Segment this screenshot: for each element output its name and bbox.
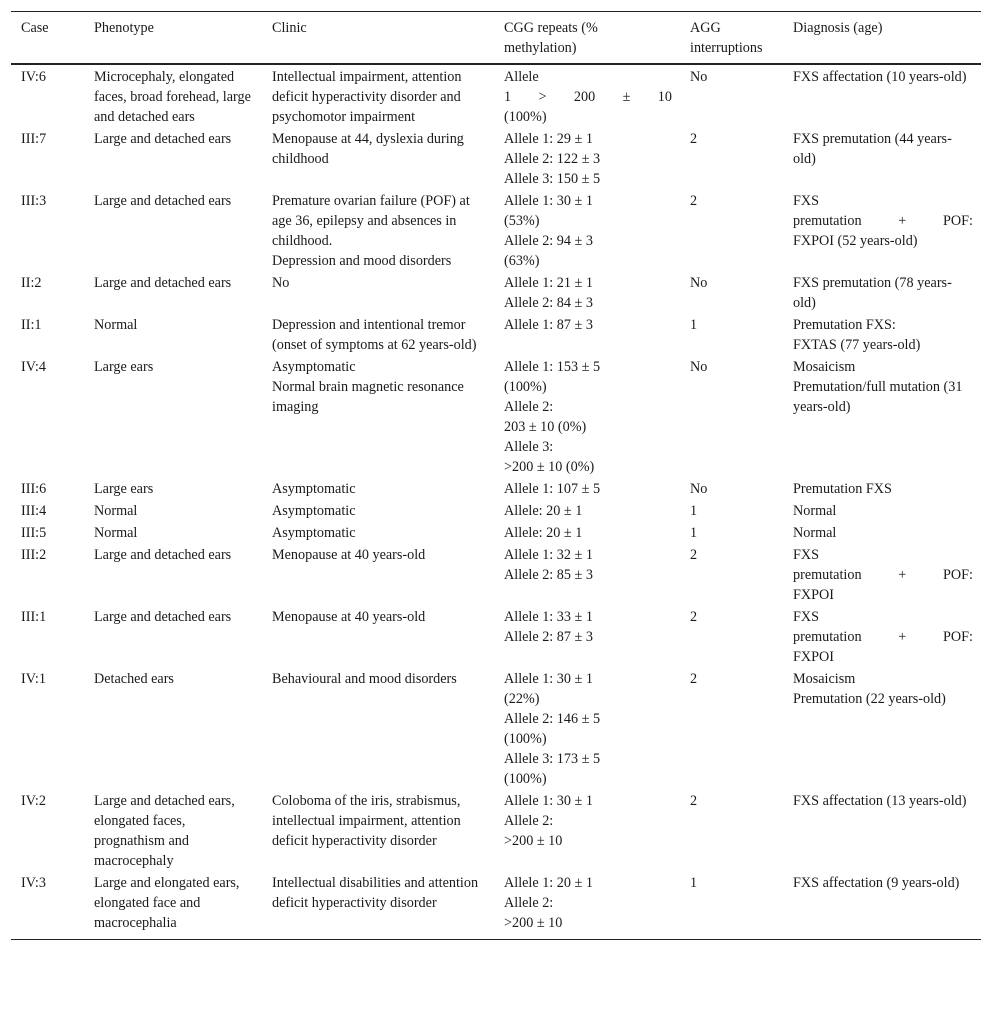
cell-case: III:6 <box>21 481 47 497</box>
table-row <box>11 272 981 314</box>
diagnosis-line: Premutation/full mutation (31 years-old) <box>793 379 963 415</box>
cell-phenotype: Normal <box>94 503 138 519</box>
cell-diagnosis <box>783 64 981 128</box>
clinical-genetic-table <box>11 11 981 940</box>
cell-cgg-repeats <box>494 478 680 500</box>
cell-case: III:2 <box>21 547 47 563</box>
cgg-allele-line: Allele 2: <box>504 399 554 415</box>
cgg-allele-line: Allele 1: 20 ± 1 <box>504 875 593 891</box>
cell-case: IV:3 <box>21 875 46 891</box>
cgg-allele-line: Allele 1: 29 ± 1 <box>504 131 593 147</box>
clinic-line: Menopause at 40 years-old <box>272 547 426 563</box>
cell-clinic <box>262 872 494 940</box>
cell-phenotype: Large and detached ears, elongated faces, prognathism and macrocephaly <box>94 793 235 869</box>
cell-clinic <box>262 522 494 544</box>
diagnosis-line: FXS premutation (44 years-old) <box>793 131 952 167</box>
cgg-allele-line: Allele 2: 146 ± 5 <box>504 711 601 727</box>
clinic-line: Intellectual disabilities and attention deficit hyperactivity disorder <box>272 875 479 911</box>
cgg-allele-line: Allele 2: <box>504 895 554 911</box>
cell-cgg-repeats <box>494 668 680 790</box>
cell-cgg-repeats <box>494 500 680 522</box>
cgg-allele-line: Allele 2: 84 ± 3 <box>504 295 593 311</box>
cgg-allele-line: 203 ± 10 (0%) <box>504 419 587 435</box>
diagnosis-line: FXS <box>793 547 820 563</box>
diagnosis-line: FXS <box>793 193 820 209</box>
cell-diagnosis <box>783 872 981 940</box>
cell-agg-interruptions: 1 <box>690 317 698 333</box>
diagnosis-line: FXS affectation (10 years-old) <box>793 69 967 85</box>
diagnosis-line: FXS affectation (13 years-old) <box>793 793 967 809</box>
cell-cgg-repeats <box>494 522 680 544</box>
cell-case: II:1 <box>21 317 42 333</box>
clinic-line: Asymptomatic <box>272 359 356 375</box>
clinic-line: Coloboma of the iris, strabismus, intellectual impairment, attention deficit hyperactivity disorder <box>272 793 461 849</box>
cgg-allele-line: (100%) <box>504 379 547 395</box>
cell-diagnosis <box>783 272 981 314</box>
cell-agg-interruptions: 2 <box>690 793 698 809</box>
cell-agg-interruptions: 1 <box>690 503 698 519</box>
table-row <box>11 668 981 790</box>
diagnosis-line: Mosaicism <box>793 359 856 375</box>
cgg-allele-line: Allele 1: 30 ± 1 <box>504 793 593 809</box>
clinic-line: Asymptomatic <box>272 503 356 519</box>
diagnosis-line: Premutation FXS: <box>793 317 896 333</box>
clinic-line: No <box>272 275 290 291</box>
cell-cgg-repeats <box>494 606 680 668</box>
cgg-allele-line: (63%) <box>504 253 540 269</box>
diagnosis-line: premutation + POF: <box>793 213 973 229</box>
diagnosis-line: FXTAS (77 years-old) <box>793 337 921 353</box>
cell-cgg-repeats <box>494 64 680 128</box>
cgg-allele-line: Allele 2: 94 ± 3 <box>504 233 593 249</box>
cell-phenotype: Large and detached ears <box>94 609 232 625</box>
cell-phenotype: Large and elongated ears, elongated face and macrocephalia <box>94 875 240 931</box>
cell-diagnosis <box>783 668 981 790</box>
diagnosis-line: Normal <box>793 503 837 519</box>
diagnosis-line: Normal <box>793 525 837 541</box>
clinic-line: Menopause at 40 years-old <box>272 609 426 625</box>
cgg-allele-line: (100%) <box>504 731 547 747</box>
cell-cgg-repeats <box>494 872 680 940</box>
clinic-line: Menopause at 44, dyslexia during childhood <box>272 131 464 167</box>
cell-clinic <box>262 314 494 356</box>
clinic-line: Intellectual impairment, attention deficit hyperactivity disorder and psychomotor impairment <box>272 69 462 125</box>
cell-diagnosis <box>783 790 981 872</box>
cell-clinic <box>262 64 494 128</box>
cgg-allele-line: Allele 1: 33 ± 1 <box>504 609 593 625</box>
cell-cgg-repeats <box>494 128 680 190</box>
cgg-allele-line: Allele 2: <box>504 813 554 829</box>
diagnosis-line: FXS <box>793 609 820 625</box>
clinic-line: Depression and intentional tremor (onset of symptoms at 62 years-old) <box>272 317 477 353</box>
table-row <box>11 64 981 128</box>
cell-agg-interruptions: 2 <box>690 193 698 209</box>
cell-case: IV:4 <box>21 359 46 375</box>
cell-cgg-repeats <box>494 790 680 872</box>
cgg-allele-line: Allele 1: 153 ± 5 <box>504 359 601 375</box>
cell-clinic <box>262 606 494 668</box>
cell-agg-interruptions: 2 <box>690 547 698 563</box>
table-row <box>11 544 981 606</box>
clinic-line: Depression and mood disorders <box>272 253 452 269</box>
cell-clinic <box>262 356 494 478</box>
cell-phenotype: Large ears <box>94 481 154 497</box>
cell-case: IV:6 <box>21 69 46 85</box>
cgg-allele-line: Allele 3: <box>504 439 554 455</box>
cgg-allele-line: Allele 1: 32 ± 1 <box>504 547 593 563</box>
cell-agg-interruptions: 2 <box>690 131 698 147</box>
cell-agg-interruptions: No <box>690 359 708 375</box>
cgg-allele-line: (53%) <box>504 213 540 229</box>
cell-agg-interruptions: No <box>690 69 708 85</box>
diagnosis-line: premutation + POF: <box>793 567 973 583</box>
cell-diagnosis <box>783 128 981 190</box>
cgg-allele-line: Allele 2: 122 ± 3 <box>504 151 601 167</box>
cell-agg-interruptions: 2 <box>690 671 698 687</box>
cell-clinic <box>262 272 494 314</box>
cgg-allele-line: Allele 1: 30 ± 1 <box>504 671 593 687</box>
table-row <box>11 478 981 500</box>
cgg-allele-line: >200 ± 10 <box>504 915 563 931</box>
table-header <box>11 12 981 65</box>
cell-case: III:5 <box>21 525 47 541</box>
cell-phenotype: Large and detached ears <box>94 547 232 563</box>
cgg-allele-line: Allele 2: 85 ± 3 <box>504 567 593 583</box>
cgg-allele-line: Allele 2: 87 ± 3 <box>504 629 593 645</box>
header-diagnosis: Diagnosis (age) <box>793 20 883 36</box>
table-row <box>11 606 981 668</box>
diagnosis-line: Premutation (22 years-old) <box>793 691 946 707</box>
cgg-allele-line: (100%) <box>504 109 547 125</box>
cell-clinic <box>262 790 494 872</box>
clinical-genetic-table-container <box>11 11 981 940</box>
clinic-line: Asymptomatic <box>272 525 356 541</box>
cell-phenotype: Normal <box>94 317 138 333</box>
cell-case: III:4 <box>21 503 47 519</box>
header-row <box>11 12 981 65</box>
cgg-allele-line: >200 ± 10 (0%) <box>504 459 595 475</box>
cell-phenotype: Detached ears <box>94 671 174 687</box>
cell-cgg-repeats <box>494 544 680 606</box>
cell-clinic <box>262 544 494 606</box>
cell-diagnosis <box>783 544 981 606</box>
cell-diagnosis <box>783 356 981 478</box>
table-row <box>11 314 981 356</box>
cell-clinic <box>262 128 494 190</box>
clinic-line: Asymptomatic <box>272 481 356 497</box>
header-cgg-repeats: CGG repeats (% methylation) <box>504 20 598 56</box>
cgg-allele-line: >200 ± 10 <box>504 833 563 849</box>
cell-diagnosis <box>783 314 981 356</box>
diagnosis-line: premutation + POF: <box>793 629 973 645</box>
cell-diagnosis <box>783 500 981 522</box>
cell-clinic <box>262 190 494 272</box>
diagnosis-line: FXPOI <box>793 649 834 665</box>
clinic-line: Premature ovarian failure (POF) at age 36, epilepsy and absences in childhood. <box>272 193 470 249</box>
cell-phenotype: Microcephaly, elongated faces, broad forehead, large and detached ears <box>94 69 251 125</box>
cgg-allele-line: Allele: 20 ± 1 <box>504 525 583 541</box>
cell-phenotype: Large and detached ears <box>94 131 232 147</box>
diagnosis-line: FXPOI (52 years-old) <box>793 233 918 249</box>
cgg-allele-line: Allele 3: 173 ± 5 <box>504 751 601 767</box>
cell-clinic <box>262 500 494 522</box>
cell-phenotype: Normal <box>94 525 138 541</box>
cell-agg-interruptions: No <box>690 275 708 291</box>
cell-clinic <box>262 668 494 790</box>
cell-case: III:1 <box>21 609 47 625</box>
cell-agg-interruptions: 1 <box>690 525 698 541</box>
cgg-allele-line: Allele <box>504 69 539 85</box>
cgg-allele-line: Allele 3: 150 ± 5 <box>504 171 601 187</box>
diagnosis-line: FXPOI <box>793 587 834 603</box>
cell-case: IV:2 <box>21 793 46 809</box>
cell-diagnosis <box>783 478 981 500</box>
cell-diagnosis <box>783 190 981 272</box>
diagnosis-line: Premutation FXS <box>793 481 892 497</box>
header-agg-interruptions: AGG interruptions <box>690 20 763 56</box>
table-row <box>11 500 981 522</box>
table-row <box>11 522 981 544</box>
cgg-allele-line: (100%) <box>504 771 547 787</box>
cell-cgg-repeats <box>494 190 680 272</box>
cgg-allele-line: Allele 1: 87 ± 3 <box>504 317 593 333</box>
cell-cgg-repeats <box>494 272 680 314</box>
cgg-allele-line: Allele: 20 ± 1 <box>504 503 583 519</box>
cgg-allele-line: (22%) <box>504 691 540 707</box>
cell-phenotype: Large and detached ears <box>94 275 232 291</box>
cell-case: III:7 <box>21 131 47 147</box>
diagnosis-line: FXS affectation (9 years-old) <box>793 875 960 891</box>
cgg-allele-line: Allele 1: 30 ± 1 <box>504 193 593 209</box>
cgg-allele-line: Allele 1: 107 ± 5 <box>504 481 601 497</box>
cell-phenotype: Large ears <box>94 359 154 375</box>
clinic-line: Behavioural and mood disorders <box>272 671 457 687</box>
cell-phenotype: Large and detached ears <box>94 193 232 209</box>
cell-case: III:3 <box>21 193 47 209</box>
cell-agg-interruptions: 2 <box>690 609 698 625</box>
cell-clinic <box>262 478 494 500</box>
table-row <box>11 790 981 872</box>
cell-agg-interruptions: No <box>690 481 708 497</box>
cell-case: II:2 <box>21 275 42 291</box>
header-clinic: Clinic <box>272 20 307 36</box>
diagnosis-line: FXS premutation (78 years-old) <box>793 275 952 311</box>
cell-diagnosis <box>783 606 981 668</box>
table-row <box>11 872 981 940</box>
header-phenotype: Phenotype <box>94 20 154 36</box>
table-row <box>11 190 981 272</box>
header-case: Case <box>21 20 49 36</box>
cgg-allele-line: Allele 1: 21 ± 1 <box>504 275 593 291</box>
cell-cgg-repeats <box>494 356 680 478</box>
cell-cgg-repeats <box>494 314 680 356</box>
cgg-allele-line: 1 > 200 ± 10 <box>504 89 672 105</box>
cell-diagnosis <box>783 522 981 544</box>
table-row <box>11 356 981 478</box>
table-body <box>11 64 981 940</box>
cell-case: IV:1 <box>21 671 46 687</box>
clinic-line: Normal brain magnetic resonance imaging <box>272 379 464 415</box>
cell-agg-interruptions: 1 <box>690 875 698 891</box>
diagnosis-line: Mosaicism <box>793 671 856 687</box>
table-row <box>11 128 981 190</box>
